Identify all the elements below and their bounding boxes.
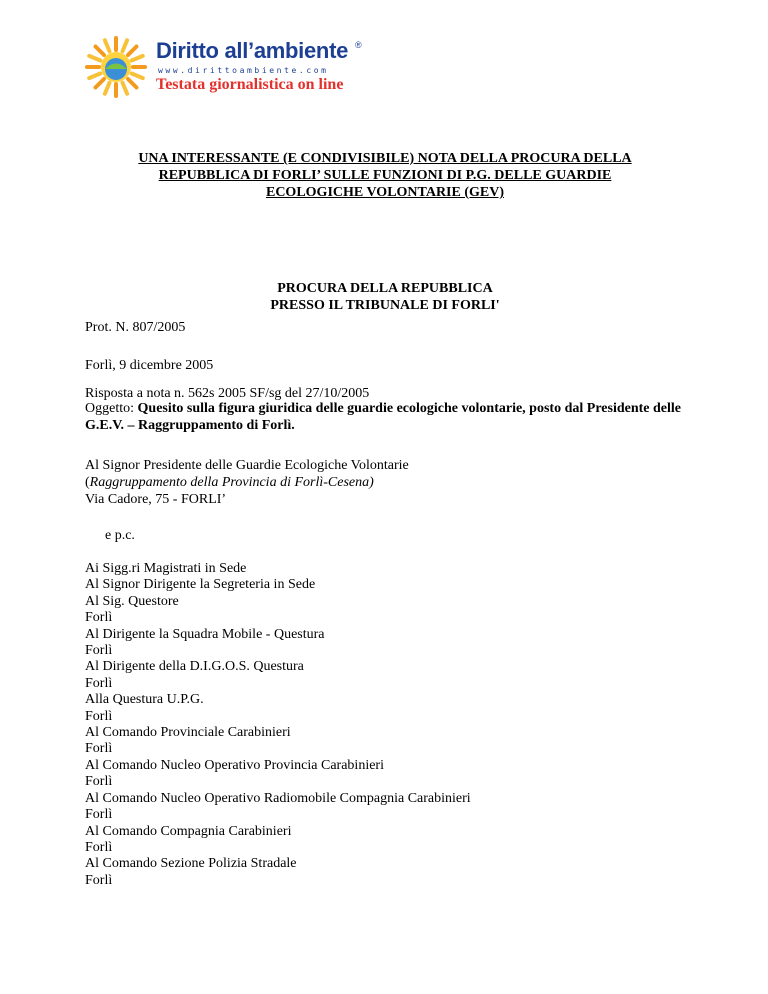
recipient-line: Forlì [85, 708, 113, 724]
recipient-line: Al Signor Dirigente la Segreteria in Sede [85, 577, 316, 593]
recipient-line: Forlì [85, 741, 113, 757]
logo-tagline: Testata giornalistica on line [156, 76, 344, 93]
recipient-line: Al Comando Compagnia Carabinieri [85, 823, 292, 839]
recipient-line: Forlì [85, 872, 113, 888]
addressee-line: Al Signor Presidente delle Guardie Ecologiche Volontarie [85, 458, 409, 473]
headline-line: REPUBBLICA DI FORLI’ SULLE FUNZIONI DI P.G. DELLE GUARDIE [158, 168, 612, 183]
registered-mark: ® [355, 40, 362, 50]
recipient-line: Ai Sigg.ri Magistrati in Sede [85, 561, 247, 576]
addressee-italic: Raggruppamento della Provincia di Forlì-Cesena) [89, 475, 374, 490]
place-date: Forlì, 9 dicembre 2005 [85, 358, 214, 373]
recipient-line: Forlì [85, 610, 113, 626]
sun-icon [85, 36, 147, 98]
subject-paragraph [85, 400, 681, 434]
recipient-line: Forlì [85, 807, 113, 823]
recipient-line: Forlì [85, 675, 113, 691]
headline-line: UNA INTERESSANTE (E CONDIVISIBILE) NOTA DELLA PROCURA DELLA [138, 151, 632, 166]
recipient-line: Al Comando Sezione Polizia Stradale [85, 856, 297, 872]
logo-url: www.dirittoambiente.com [158, 66, 329, 75]
office-heading [90, 280, 680, 314]
cc-label: e p.c. [105, 528, 135, 543]
protocol-number: Prot. N. 807/2005 [85, 320, 186, 335]
publication-logo [85, 36, 365, 98]
recipient-line: Alla Questura U.P.G. [85, 692, 204, 708]
recipient-line: Al Comando Nucleo Operativo Radiomobile Compagnia Carabinieri [85, 790, 471, 806]
headline-line: ECOLOGICHE VOLONTARIE (GEV) [265, 185, 504, 200]
recipient-line: Al Dirigente della D.I.G.O.S. Questura [85, 659, 304, 675]
reply-reference: Risposta a nota n. 562s 2005 SF/sg del 27/10/2005 [85, 386, 370, 401]
addressee-line: (Raggruppamento della Provincia di Forlì-Cesena) [85, 475, 374, 490]
addressee-line: Via Cadore, 75 - FORLI’ [85, 492, 227, 507]
subject-label: Oggetto: [85, 401, 134, 416]
recipient-line: Al Sig. Questore [85, 593, 179, 609]
recipient-line: Forlì [85, 643, 113, 659]
recipient-line: Forlì [85, 839, 113, 855]
recipient-line: Forlì [85, 774, 113, 790]
subject-text: Quesito sulla figura giuridica delle guardie ecologiche volontarie, posto dal Presidente delle G.E.V. – Raggruppamento di Forlì. [85, 401, 682, 433]
office-line: PRESSO IL TRIBUNALE DI FORLI' [270, 298, 500, 313]
recipient-line: Al Comando Provinciale Carabinieri [85, 725, 291, 741]
office-line: PROCURA DELLA REPUBBLICA [277, 281, 493, 296]
recipient-list [85, 561, 471, 889]
headline [90, 150, 680, 201]
recipient-line: Al Dirigente la Squadra Mobile - Questura [85, 626, 325, 642]
logo-title: Diritto all’ambiente [156, 38, 349, 63]
recipient-line: Al Comando Nucleo Operativo Provincia Carabinieri [85, 757, 384, 773]
